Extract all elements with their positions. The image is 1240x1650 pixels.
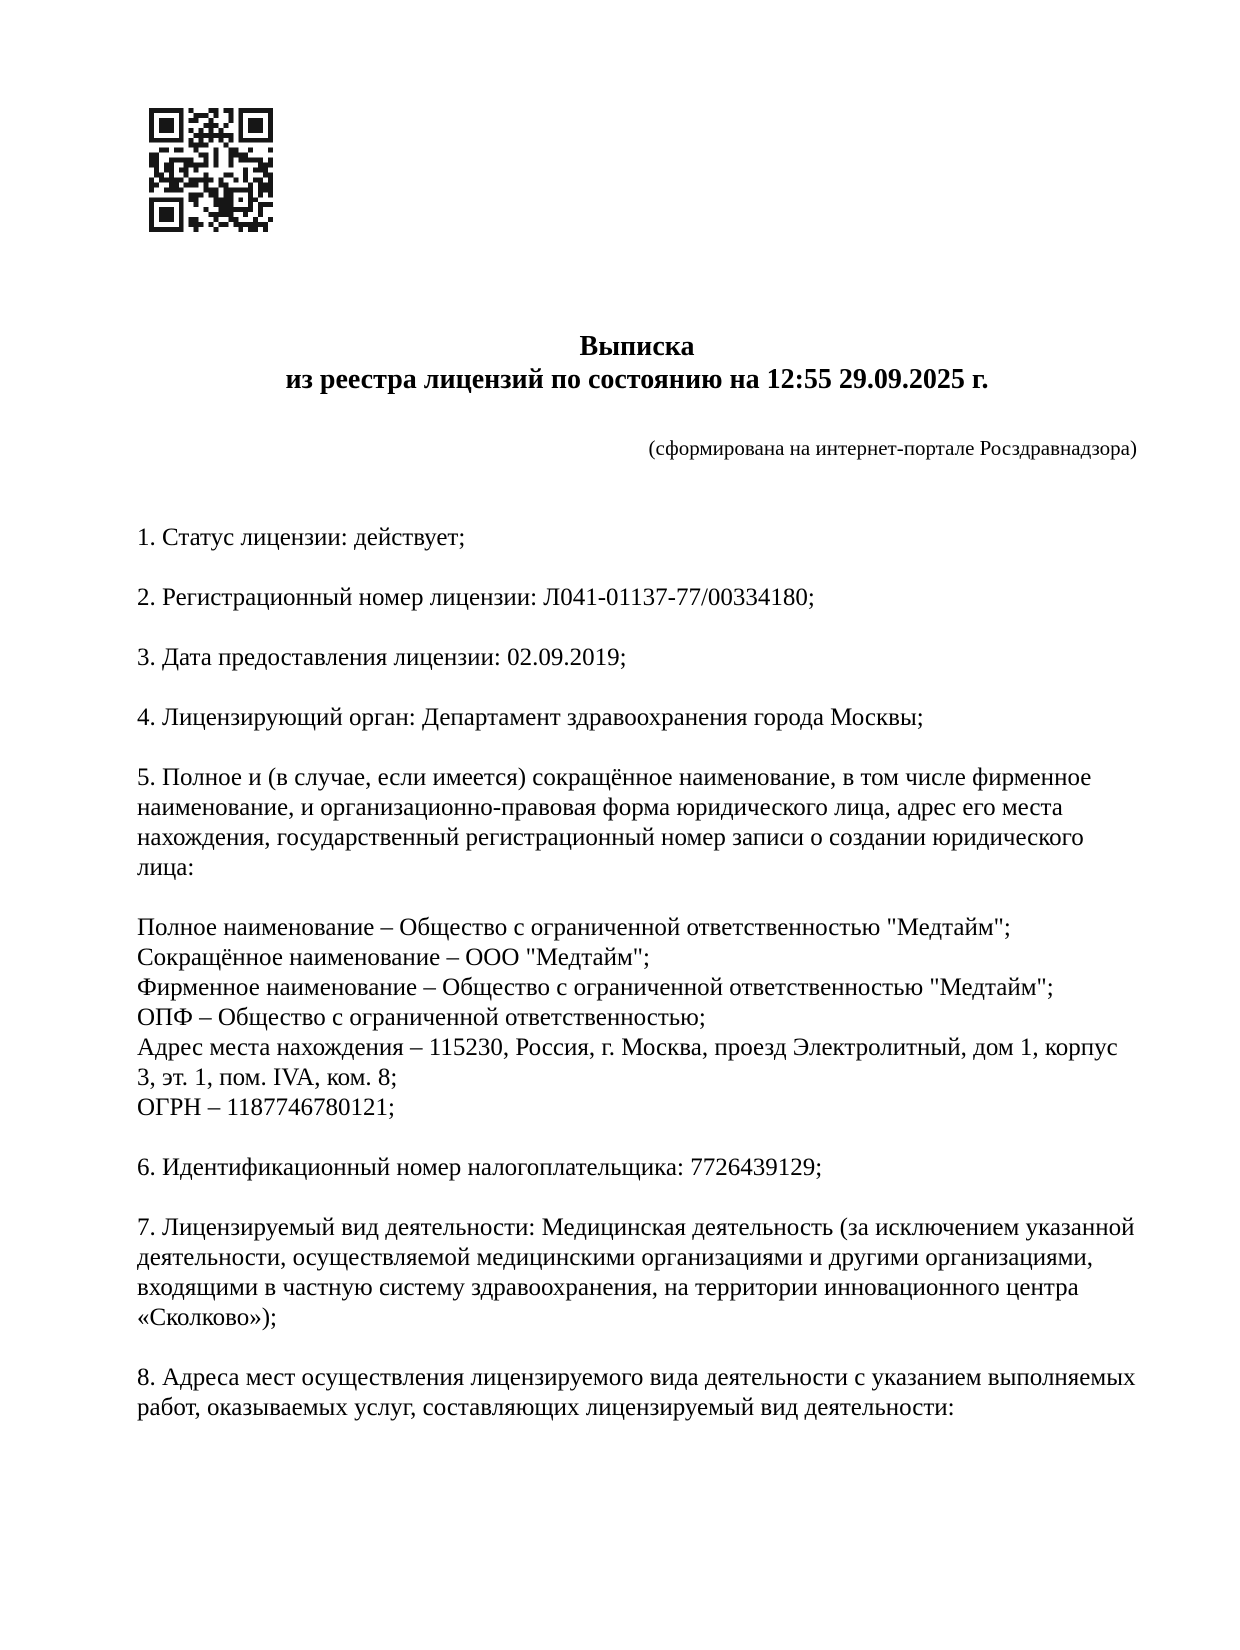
org-legal-form: ОПФ – Общество с ограниченной ответственностью; <box>137 1004 706 1031</box>
org-short-name: Сокращённое наименование – ООО "Медтайм"; <box>137 944 650 971</box>
org-full-name: Полное наименование – Общество с ограниченной ответственностью "Медтайм"; <box>137 914 1011 941</box>
document-subtitle: (сформирована на интернет-портале Росздравнадзора) <box>648 436 1137 460</box>
item-licensed-activity: 7. Лицензируемый вид деятельности: Медицинская деятельность (за исключением указанной деятельности, осуществляемой медицинскими организациями и другими организациями, входящими в частную систему здравоохранения, на территории инновационного центра «Сколково»); <box>137 1214 1135 1331</box>
item-addresses-intro: 8. Адреса мест осуществления лицензируемого вида деятельности с указанием выполняемых работ, оказываемых услуг, составляющих лицензируемый вид деятельности: <box>137 1364 1136 1421</box>
item-registration-number: 2. Регистрационный номер лицензии: Л041-01137-77/00334180; <box>137 584 815 611</box>
org-brand-name: Фирменное наименование – Общество с ограниченной ответственностью "Медтайм"; <box>137 974 1054 1001</box>
item-taxpayer-number: 6. Идентификационный номер налогоплательщика: 7726439129; <box>137 1154 823 1181</box>
document-content <box>137 330 1137 1423</box>
item-name-intro: 5. Полное и (в случае, если имеется) сокращённое наименование, в том числе фирменное наименование, и организационно-правовая форма юридического лица, адрес его места нахождения, государственный регистрационный номер записи о создании юридического лица: <box>137 764 1092 881</box>
document-title-line2: из реестра лицензий по состоянию на 12:55 29.09.2025 г. <box>285 364 989 395</box>
document-title <box>137 330 1137 396</box>
document-title-line1: Выписка <box>579 331 695 362</box>
item-grant-date: 3. Дата предоставления лицензии: 02.09.2019; <box>137 644 627 671</box>
organization-details-block <box>137 913 1137 1123</box>
item-licensing-authority: 4. Лицензирующий орган: Департамент здравоохранения города Москвы; <box>137 704 924 731</box>
org-ogrn: ОГРН – 1187746780121; <box>137 1094 395 1121</box>
qr-code <box>149 108 273 232</box>
org-address: Адрес места нахождения – 115230, Россия, г. Москва, проезд Электролитный, дом 1, корпус 3, эт. 1, пом. IVA, ком. 8; <box>137 1034 1118 1091</box>
item-license-status: 1. Статус лицензии: действует; <box>137 524 466 551</box>
